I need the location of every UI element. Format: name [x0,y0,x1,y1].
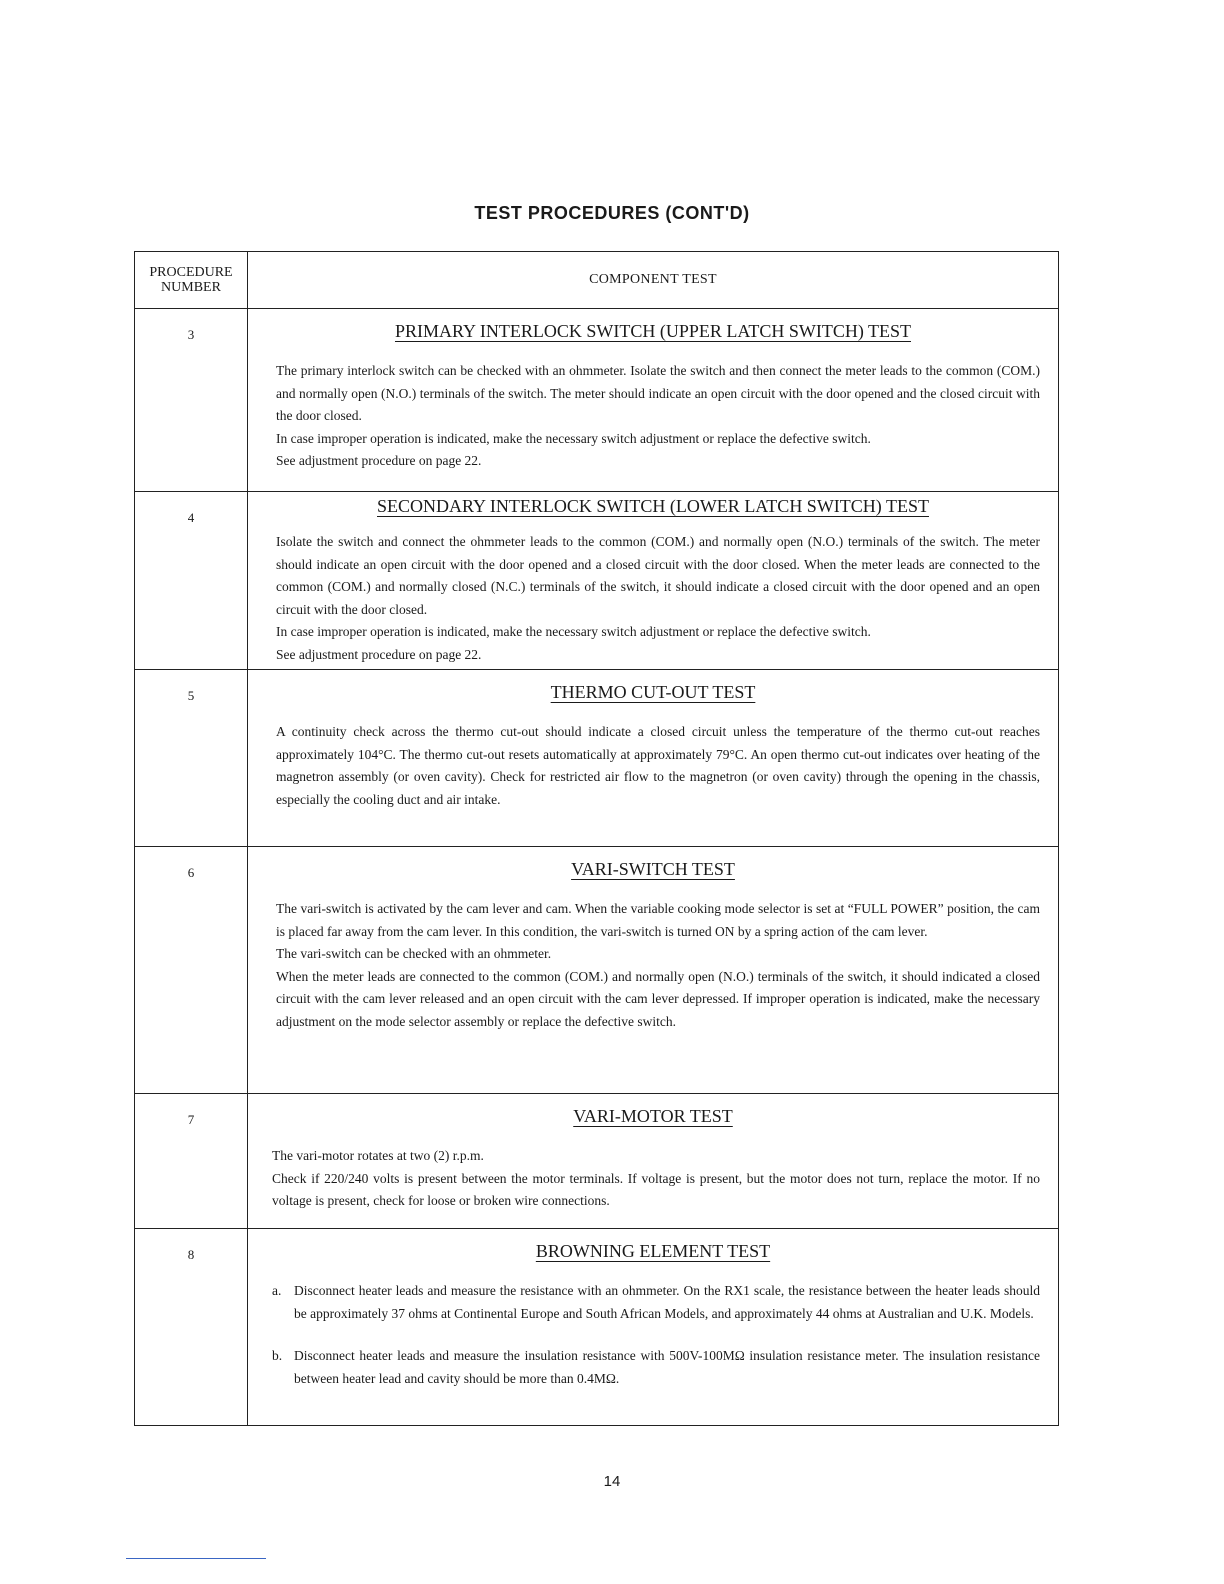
test-description: A continuity check across the thermo cut-out should indicate a closed circuit unless the temperature of the thermo cut-out reaches approximately 104°C. The thermo cut-out resets automatically at approximately 79°C. An open thermo cut-out indicates over heating of the magnetron assembly (or oven cavity). Check for restricted air flow to the magnetron (or oven cavity) through the opening in the chassis, especially the cooling duct and air intake. [276,724,1040,807]
procedures-table [134,251,1059,1426]
page-title: TEST PROCEDURES (CONT'D) [474,203,750,223]
test-title: BROWNING ELEMENT TEST [535,1241,771,1261]
component-test-cell [248,492,1058,669]
table-row [135,308,1058,491]
test-title: PRIMARY INTERLOCK SWITCH (UPPER LATCH SWITCH) TEST [394,321,911,341]
procedure-number: 8 [135,1229,248,1425]
test-description: The primary interlock switch can be checked with an ohmmeter. Isolate the switch and then connect the meter leads to the common (COM.) and normally open (N.O.) terminals of the switch. The meter should indicate an open circuit with the door opened and the closed circuit with the door closed. In case improper operation is indicated, make the necessary switch adjustment or replace the defective switch. See adjustment procedure on page 22. [276,363,1040,468]
list-item-text: Disconnect heater leads and measure the resistance with an ohmmeter. On the RX1 scale, the resistance between the heater leads should be approximately 37 ohms at Continental Europe and South African Models, and approximately 44 ohms at Australian and U.K. Models. [294,1283,1040,1321]
component-test-cell [248,1229,1058,1425]
table-row [135,846,1058,1093]
test-title: VARI-MOTOR TEST [573,1106,733,1126]
test-title: VARI-SWITCH TEST [571,859,735,879]
list-marker: a. [272,1283,282,1298]
test-description: The vari-motor rotates at two (2) r.p.m. Check if 220/240 volts is present between the motor terminals. If voltage is present, but the motor does not turn, replace the motor. If no voltage is present, check for loose or broken wire connections. [272,1148,1040,1208]
procedure-number: 4 [135,492,248,669]
test-title: THERMO CUT-OUT TEST [550,682,756,702]
test-description [272,1280,1040,1390]
procedure-number: 6 [135,847,248,1093]
procedure-number-header [135,252,248,308]
header-num-line1: PROCEDURE [149,265,233,280]
table-row [135,1093,1058,1228]
header-num-line2: NUMBER [161,280,221,295]
list-marker: b. [272,1348,283,1363]
table-row [135,1228,1058,1425]
component-test-cell [248,847,1058,1093]
list-item [272,1280,1040,1325]
table-header-row [135,252,1058,308]
component-test-cell [248,309,1058,491]
procedure-number: 7 [135,1094,248,1228]
footer-rule [126,1558,266,1559]
component-test-header: COMPONENT TEST [589,272,717,287]
component-test-cell [248,670,1058,846]
page-number: 14 [603,1473,621,1490]
test-title: SECONDARY INTERLOCK SWITCH (LOWER LATCH SWITCH) TEST [377,496,929,516]
list-item-text: Disconnect heater leads and measure the insulation resistance with 500V-100MΩ insulation resistance meter. The insulation resistance between heater lead and cavity should be more than 0.4MΩ. [294,1348,1040,1386]
list-item [272,1345,1040,1390]
procedure-number: 3 [135,309,248,491]
test-description: Isolate the switch and connect the ohmmeter leads to the common (COM.) and normally open (N.O.) terminals of the switch. The meter should indicate an open circuit with the door opened and a closed circuit with the door closed. When the meter leads are connected to the common (COM.) and normally closed (N.C.) terminals of the switch, it should indicate a closed circuit with the door opened and an open circuit with the door closed. In case improper operation is indicated, make the necessary switch adjustment or replace the defective switch. See adjustment procedure on page 22. [276,534,1040,662]
component-test-cell [248,1094,1058,1228]
table-row [135,491,1058,669]
table-row [135,669,1058,846]
procedure-number: 5 [135,670,248,846]
test-description: The vari-switch is activated by the cam lever and cam. When the variable cooking mode selector is set at “FULL POWER” position, the cam is placed far away from the cam lever. In this condition, the vari-switch is turned ON by a spring action of the cam lever. The vari-switch can be checked with an ohmmeter. When the meter leads are connected to the common (COM.) and normally open (N.O.) terminals of the switch, it should indicated a closed circuit with the cam lever released and an open circuit with the cam lever depressed. If improper operation is indicated, make the necessary adjustment on the mode selector assembly or replace the defective switch. [276,901,1040,1029]
